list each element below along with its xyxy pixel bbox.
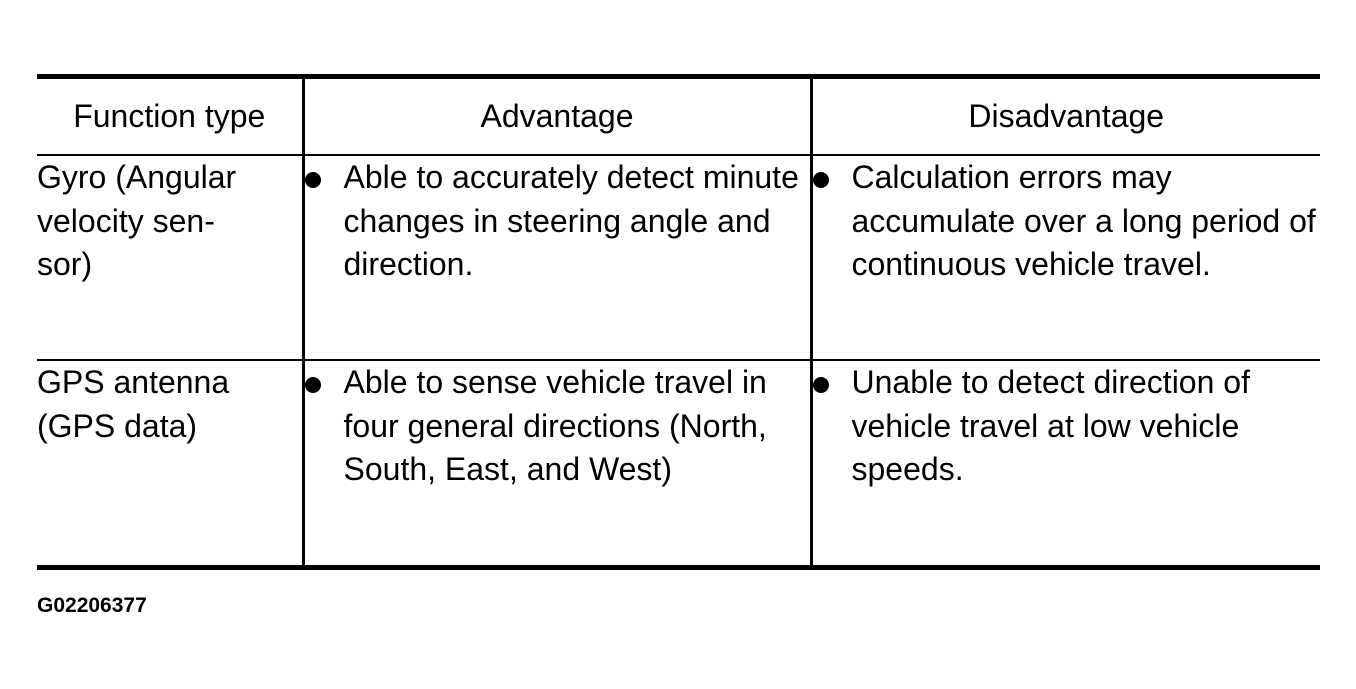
header-advantage: Advantage — [303, 77, 811, 156]
comparison-table — [37, 74, 1320, 570]
table-row — [37, 360, 1320, 568]
function-type-cell — [37, 360, 303, 568]
function-type-line: velocity sen- — [37, 202, 215, 239]
function-type-cell — [37, 155, 303, 360]
comparison-table-figure — [37, 74, 1320, 570]
bullet-icon — [305, 172, 321, 188]
table-row — [37, 155, 1320, 360]
bullet-icon — [813, 172, 829, 188]
function-type-line: GPS antenna — [37, 364, 230, 400]
figure-id: G02206377 — [37, 594, 147, 617]
bullet-icon — [305, 377, 321, 393]
table-header-row — [37, 77, 1320, 156]
function-type-line: (GPS data) — [37, 407, 198, 444]
function-type-line: Gyro (Angular — [37, 159, 237, 195]
advantage-text: Able to sense vehicle travel in four general directions (North, South, East, and West) — [343, 364, 767, 487]
disadvantage-bullet-item — [813, 156, 1321, 287]
disadvantage-cell — [811, 360, 1320, 568]
advantage-text: Able to accurately detect minute changes in steering angle and direction. — [343, 159, 799, 282]
header-disadvantage: Disadvantage — [811, 77, 1320, 156]
disadvantage-text: Calculation errors may accumulate over a long period of continuous vehicle travel. — [851, 159, 1316, 282]
advantage-cell — [303, 360, 811, 568]
advantage-cell — [303, 155, 811, 360]
header-function-type: Function type — [37, 77, 303, 156]
disadvantage-text: Unable to detect direction of vehicle travel at low vehicle speeds. — [851, 364, 1250, 487]
bullet-icon — [813, 377, 829, 393]
disadvantage-cell — [811, 155, 1320, 360]
advantage-bullet-item — [305, 156, 810, 287]
disadvantage-bullet-item — [813, 361, 1321, 492]
function-type-line: sor) — [37, 246, 93, 282]
advantage-bullet-item — [305, 361, 810, 492]
